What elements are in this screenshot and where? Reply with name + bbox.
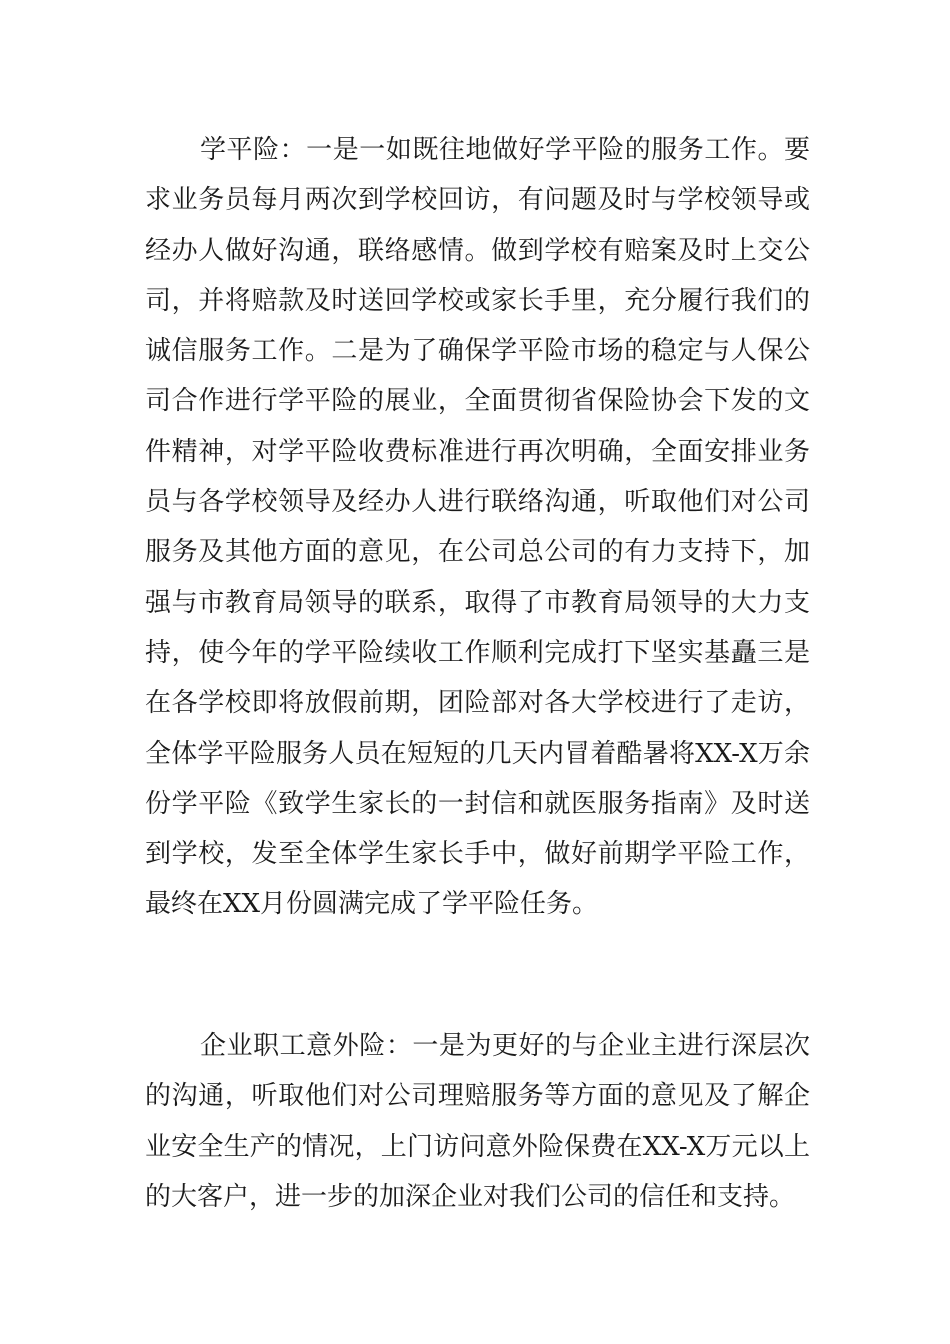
paragraph-employee-accident-insurance: 企业职工意外险：一是为更好的与企业主进行深层次的沟通，听取他们对公司理赔服务等方面的意见及了解企业安全生产的情况，上门访问意外险保费在XX-X万元以上的大客户，进一步的加深企业对我们公司的信任和支持。 <box>145 1031 810 1212</box>
paragraph-student-insurance: 学平险：一是一如既往地做好学平险的服务工作。要求业务员每月两次到学校回访，有问题及时与学校领导或经办人做好沟通，联络感情。做到学校有赔案及时上交公司，并将赔款及时送回学校或家长手里，充分履行我们的诚信服务工作。二是为了确保学平险市场的稳定与人保公司合作进行学平险的展业，全面贯彻省保险协会下发的文件精神，对学平险收费标准进行再次明确，全面安排业务员与各学校领导及经办人进行联络沟通，听取他们对公司服务及其他方面的意见，在公司总公司的有力支持下，加强与市教育局领导的联系，取得了市教育局领导的大力支持，使今年的学平险续收工作顺利完成打下坚实基矗三是在各学校即将放假前期，团险部对各大学校进行了走访，全体学平险服务人员在短短的几天内冒着酷暑将XX-X万余份学平险《致学生家长的一封信和就医服务指南》及时送到学校，发至全体学生家长手中，做好前期学平险工作，最终在XX月份圆满完成了学平险任务。 <box>145 135 810 920</box>
